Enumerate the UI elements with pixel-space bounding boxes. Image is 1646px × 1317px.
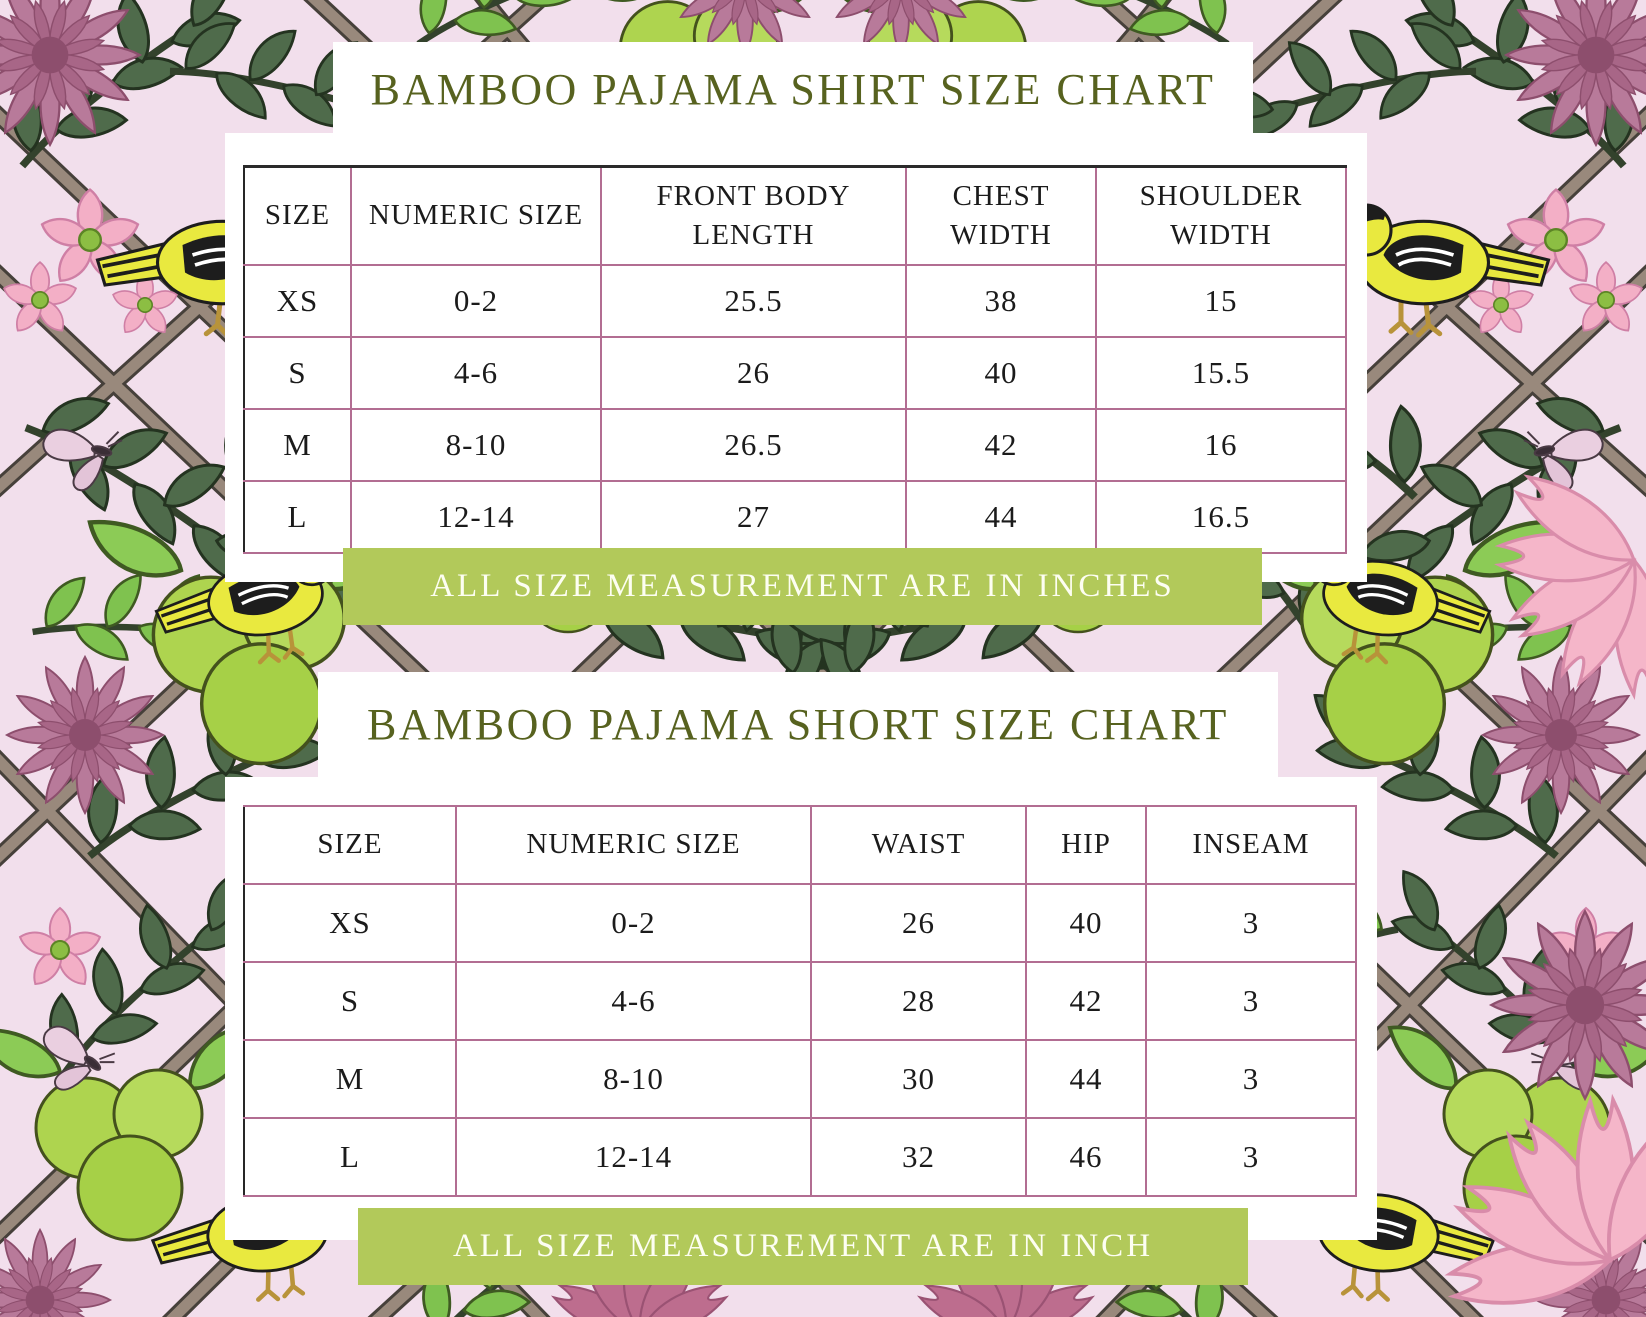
table-cell: 0-2 xyxy=(456,884,811,962)
table-cell: L xyxy=(244,1118,456,1196)
table-row xyxy=(244,962,1356,1040)
shirt-size-table xyxy=(243,165,1347,554)
table-cell: 12-14 xyxy=(351,481,601,553)
table-cell: 32 xyxy=(811,1118,1026,1196)
table-cell: 4-6 xyxy=(351,337,601,409)
table-row xyxy=(244,265,1346,337)
shirt-chart-title: BAMBOO PAJAMA SHIRT SIZE CHART xyxy=(370,65,1216,114)
column-header: SIZE xyxy=(244,806,456,884)
table-row xyxy=(244,481,1346,553)
table-cell: XS xyxy=(244,265,351,337)
table-cell: 27 xyxy=(601,481,906,553)
table-cell: 26 xyxy=(811,884,1026,962)
table-cell: 3 xyxy=(1146,1040,1356,1118)
column-header: HIP xyxy=(1026,806,1146,884)
table-cell: 3 xyxy=(1146,1118,1356,1196)
table-cell: 8-10 xyxy=(456,1040,811,1118)
table-cell: 16.5 xyxy=(1096,481,1346,553)
table-cell: 40 xyxy=(1026,884,1146,962)
table-cell: 42 xyxy=(906,409,1096,481)
table-cell: 44 xyxy=(1026,1040,1146,1118)
table-cell: 3 xyxy=(1146,884,1356,962)
table-row xyxy=(244,409,1346,481)
short-chart-units-banner: ALL SIZE MEASUREMENT ARE IN INCH xyxy=(358,1208,1248,1285)
table-row xyxy=(244,1118,1356,1196)
table-row xyxy=(244,1040,1356,1118)
table-cell: 26.5 xyxy=(601,409,906,481)
table-cell: 46 xyxy=(1026,1118,1146,1196)
shirt-chart-units-banner: ALL SIZE MEASUREMENT ARE IN INCHES xyxy=(343,548,1262,625)
table-cell: 8-10 xyxy=(351,409,601,481)
column-header: INSEAM xyxy=(1146,806,1356,884)
column-header: SIZE xyxy=(244,167,351,266)
short-chart-title: BAMBOO PAJAMA SHORT SIZE CHART xyxy=(367,700,1229,749)
column-header: WAIST xyxy=(811,806,1026,884)
table-cell: 15 xyxy=(1096,265,1346,337)
column-header: NUMERIC SIZE xyxy=(351,167,601,266)
table-cell: 15.5 xyxy=(1096,337,1346,409)
table-cell: 28 xyxy=(811,962,1026,1040)
table-cell: 25.5 xyxy=(601,265,906,337)
table-row xyxy=(244,337,1346,409)
table-cell: XS xyxy=(244,884,456,962)
table-cell: M xyxy=(244,1040,456,1118)
table-cell: 38 xyxy=(906,265,1096,337)
shirt-chart-title-card xyxy=(333,42,1253,137)
column-header: CHEST WIDTH xyxy=(906,167,1096,266)
column-header: SHOULDER WIDTH xyxy=(1096,167,1346,266)
column-header: NUMERIC SIZE xyxy=(456,806,811,884)
table-cell: S xyxy=(244,337,351,409)
table-cell: 26 xyxy=(601,337,906,409)
table-header-row xyxy=(244,167,1346,266)
table-cell: 16 xyxy=(1096,409,1346,481)
table-cell: L xyxy=(244,481,351,553)
table-row xyxy=(244,884,1356,962)
table-cell: 0-2 xyxy=(351,265,601,337)
table-header-row xyxy=(244,806,1356,884)
table-cell: 12-14 xyxy=(456,1118,811,1196)
table-cell: 30 xyxy=(811,1040,1026,1118)
table-cell: 4-6 xyxy=(456,962,811,1040)
table-cell: 40 xyxy=(906,337,1096,409)
table-cell: 3 xyxy=(1146,962,1356,1040)
table-cell: 42 xyxy=(1026,962,1146,1040)
short-size-table xyxy=(243,805,1357,1197)
table-cell: 44 xyxy=(906,481,1096,553)
table-cell: S xyxy=(244,962,456,1040)
table-cell: M xyxy=(244,409,351,481)
column-header: FRONT BODY LENGTH xyxy=(601,167,906,266)
short-chart-title-card xyxy=(318,672,1278,777)
